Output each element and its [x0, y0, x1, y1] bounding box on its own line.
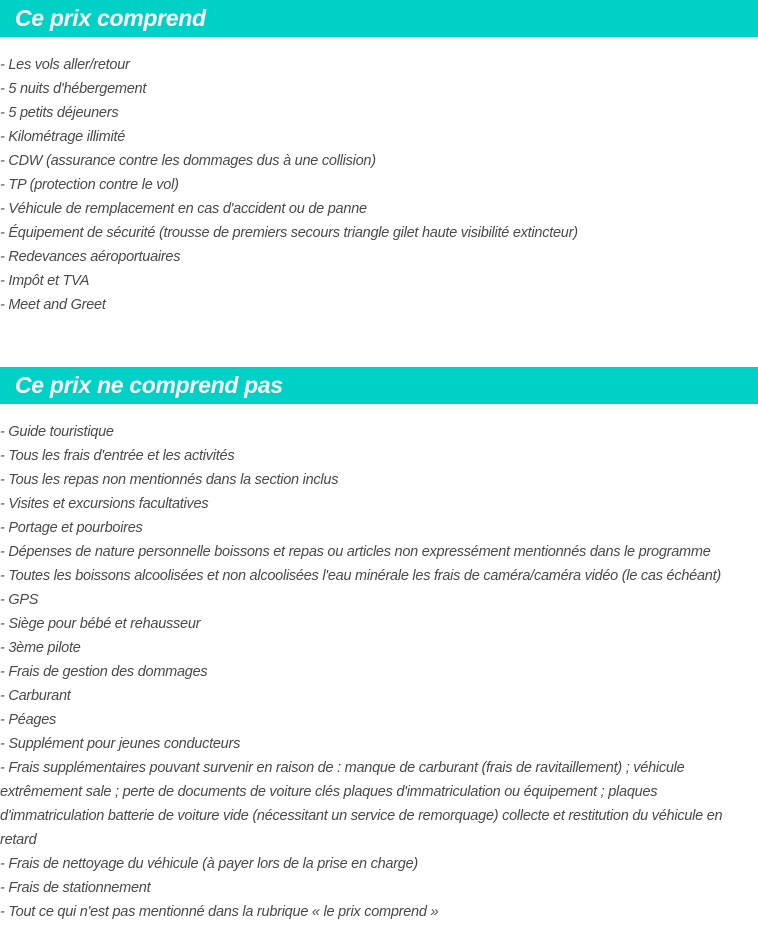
list-item: - Meet and Greet [0, 297, 106, 313]
price-includes-list [0, 53, 758, 317]
list-item: - Portage et pourboires [0, 520, 143, 536]
list-item: - Guide touristique [0, 424, 114, 440]
list-item: - Toutes les boissons alcoolisées et non alcoolisées l'eau minérale les frais de caméra/caméra vidéo (le cas échéant) [0, 568, 721, 584]
list-item: - CDW (assurance contre les dommages dus à une collision) [0, 153, 376, 169]
list-item: - Frais de nettoyage du véhicule (à payer lors de la prise en charge) [0, 856, 418, 872]
list-item: - GPS [0, 592, 39, 608]
list-item: - Supplément pour jeunes conducteurs [0, 736, 241, 752]
price-excludes-list [0, 420, 758, 924]
list-item: - Frais de stationnement [0, 880, 151, 896]
price-excludes-section [0, 367, 758, 924]
list-item: - TP (protection contre le vol) [0, 177, 179, 193]
list-item: - 5 nuits d'hébergement [0, 81, 147, 97]
list-item: - Redevances aéroportuaires [0, 249, 181, 265]
list-item: - Kilométrage illimité [0, 129, 126, 145]
list-item: - Péages [0, 712, 57, 728]
list-item: - 5 petits déjeuners [0, 105, 119, 121]
list-item: - Carburant [0, 688, 71, 704]
list-item: - Véhicule de remplacement en cas d'accident ou de panne [0, 201, 367, 217]
price-excludes-title: Ce prix ne comprend pas [15, 372, 283, 398]
list-item: - Impôt et TVA [0, 273, 90, 289]
price-includes-header [0, 0, 758, 37]
list-item: - 3ème pilote [0, 640, 81, 656]
list-item: - Tous les frais d'entrée et les activités [0, 448, 235, 464]
list-item: - Les vols aller/retour [0, 57, 130, 73]
price-includes-section [0, 0, 758, 317]
list-item: - Frais supplémentaires pouvant survenir en raison de : manque de carburant (frais de ravitaillement) ; véhicule extrêmement sale ; perte de documents de voiture clés plaques d'immatriculation ou équipement ; plaques d'immatriculation batterie de voiture vide (nécessitant un service de remorquage) collecte et restitution du véhicule en retard [0, 760, 723, 848]
price-includes-title: Ce prix comprend [15, 5, 206, 31]
price-excludes-header [0, 367, 758, 404]
list-item: - Tous les repas non mentionnés dans la section inclus [0, 472, 339, 488]
list-item: - Dépenses de nature personnelle boissons et repas ou articles non expressément mentionnés dans le programme [0, 544, 711, 560]
list-item: - Équipement de sécurité (trousse de premiers secours triangle gilet haute visibilité extincteur) [0, 225, 578, 241]
list-item: - Siège pour bébé et rehausseur [0, 616, 201, 632]
list-item: - Tout ce qui n'est pas mentionné dans la rubrique « le prix comprend » [0, 904, 439, 920]
list-item: - Visites et excursions facultatives [0, 496, 209, 512]
list-item: - Frais de gestion des dommages [0, 664, 208, 680]
